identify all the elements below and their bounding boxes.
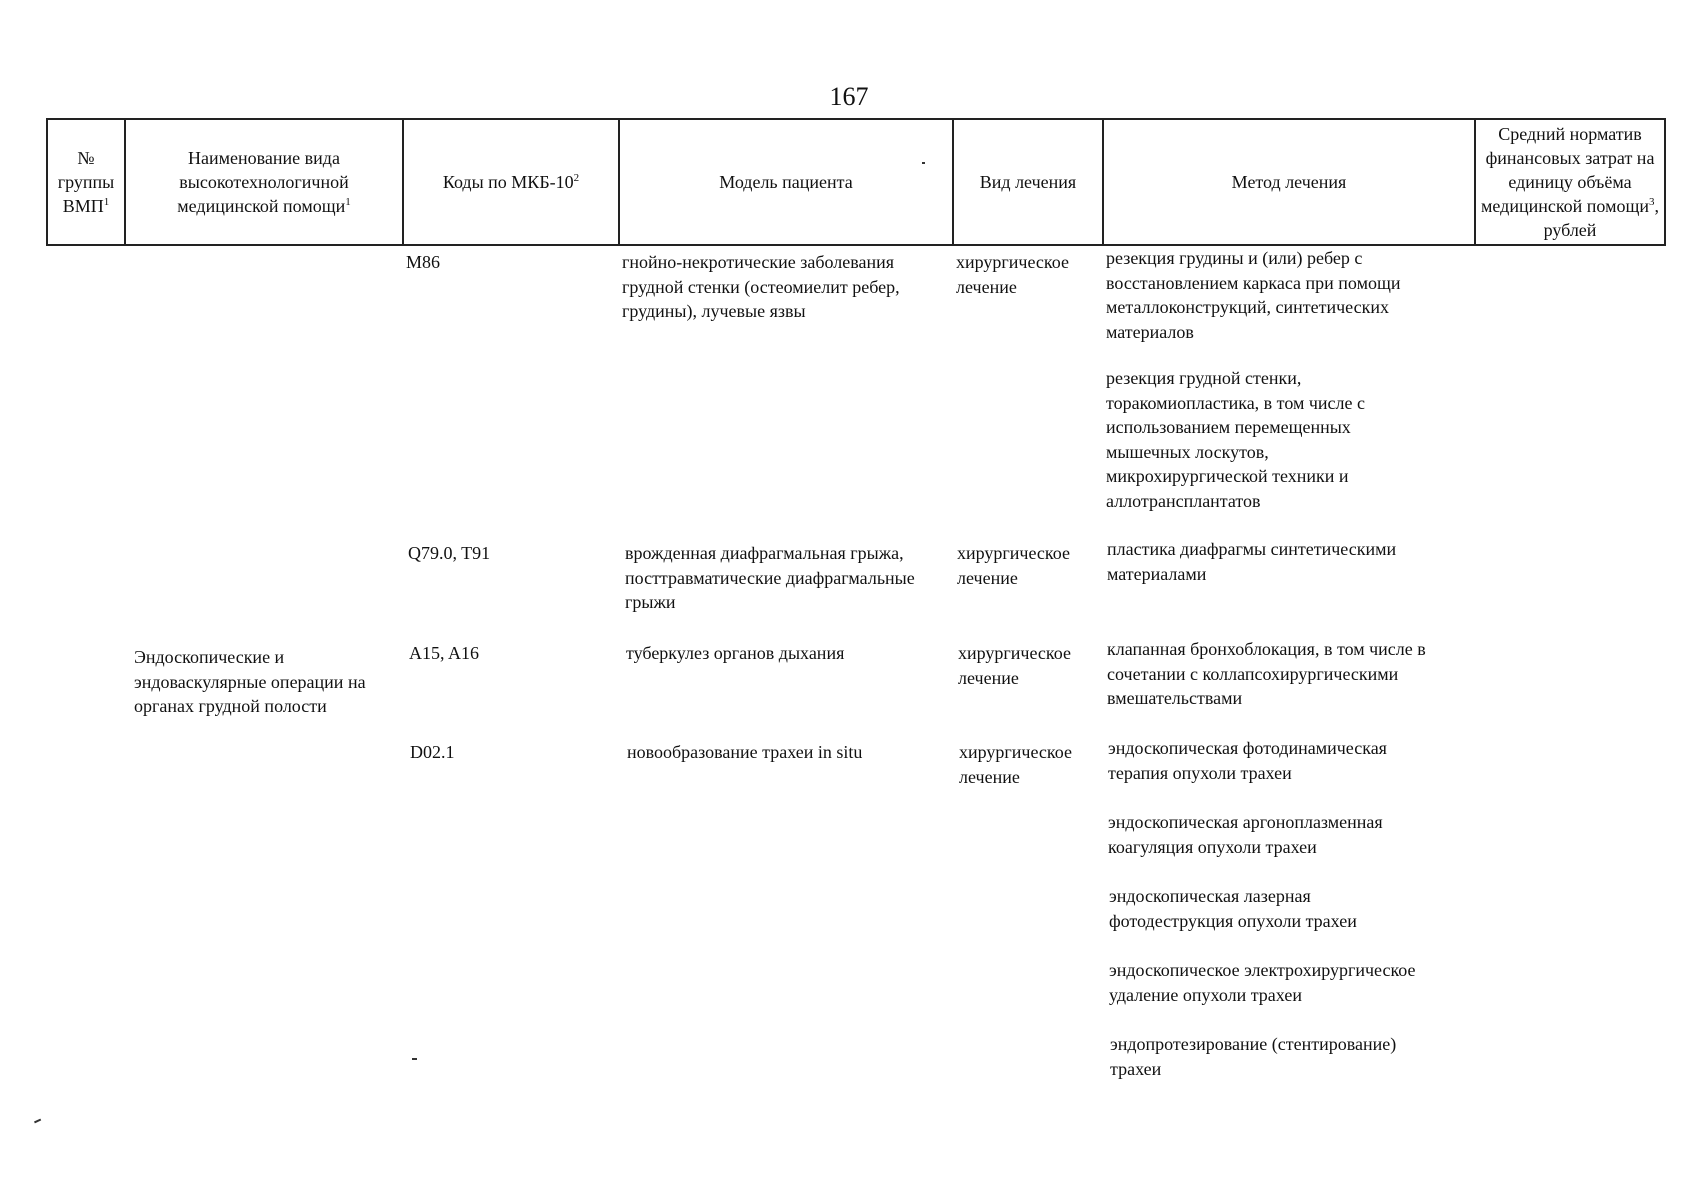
row-3-name: Эндоскопические и эндоваскулярные операции на органах грудной полости bbox=[134, 647, 366, 716]
table-header bbox=[46, 118, 1666, 246]
footnote-mark: 3 bbox=[1648, 196, 1655, 208]
scan-artifact bbox=[34, 1119, 41, 1123]
header-treatment-type: Вид лечения bbox=[953, 119, 1103, 245]
row-4-method-5: эндопротезирование (стентирование) трахеи bbox=[1110, 1034, 1397, 1079]
header-cost-tail: , рублей bbox=[1543, 196, 1659, 240]
header-cost-text: Средний норматив финансовых затрат на единицу объёма медицинской помощи bbox=[1481, 124, 1655, 216]
header-name bbox=[125, 119, 403, 245]
row-2-method-1: пластика диафрагмы синтетическими материалами bbox=[1107, 539, 1397, 584]
header-name-text: Наименование вида высокотехнологичной медицинской помощи bbox=[177, 148, 349, 216]
row-4-model: новообразование трахеи in situ bbox=[627, 742, 863, 762]
header-model: Модель пациента bbox=[619, 119, 953, 245]
row-2-code: Q79.0, T91 bbox=[408, 543, 491, 563]
row-4-method-2: эндоскопическая аргоноплазменная коагуляция опухоли трахеи bbox=[1108, 812, 1383, 857]
scan-artifact bbox=[412, 1058, 417, 1060]
header-group-no bbox=[47, 119, 125, 245]
row-4-method-3: эндоскопическая лазерная фотодеструкция опухоли трахеи bbox=[1109, 886, 1357, 931]
row-3-code: A15, A16 bbox=[409, 643, 480, 663]
row-4-method-1: эндоскопическая фотодинамическая терапия опухоли трахеи bbox=[1108, 738, 1387, 783]
footnote-mark: 1 bbox=[103, 196, 110, 208]
row-2-model: врожденная диафрагмальная грыжа, посттравматические диафрагмальные грыжи bbox=[625, 543, 915, 612]
header-method: Метод лечения bbox=[1103, 119, 1475, 245]
row-3-method-1: клапанная бронхоблокация, в том числе в сочетании с коллапсохирургическими вмешательствами bbox=[1107, 639, 1426, 708]
page-number: 167 bbox=[829, 82, 869, 111]
row-1-code: M86 bbox=[406, 252, 441, 272]
header-group-no-text: № группы ВМП bbox=[57, 148, 115, 216]
scan-artifact bbox=[922, 162, 925, 164]
header-codes bbox=[403, 119, 619, 245]
row-1-method-1: резекция грудины и (или) ребер с восстановлением каркаса при помощи металлоконструкций, синтетических материалов bbox=[1106, 248, 1401, 342]
footnote-mark: 2 bbox=[573, 172, 580, 184]
row-3-model: туберкулез органов дыхания bbox=[626, 643, 845, 663]
row-4-code: D02.1 bbox=[410, 742, 455, 762]
row-3-treatment: хирургическое лечение bbox=[958, 643, 1071, 688]
row-1-treatment: хирургическое лечение bbox=[956, 252, 1069, 297]
row-2-treatment: хирургическое лечение bbox=[957, 543, 1070, 588]
row-4-method-4: эндоскопическое электрохирургическое удаление опухоли трахеи bbox=[1109, 960, 1416, 1005]
header-cost bbox=[1475, 119, 1665, 245]
row-1-method-2: резекция грудной стенки, торакомиопластика, в том числе с использованием перемещенных мышечных лоскутов, микрохирургической техники и аллотрансплантатов bbox=[1106, 368, 1365, 511]
row-1-model: гнойно-некротические заболевания грудной стенки (остеомиелит ребер, грудины), лучевые язвы bbox=[622, 252, 900, 321]
footnote-mark: 1 bbox=[345, 196, 351, 208]
header-codes-text: Коды по МКБ-10 bbox=[442, 172, 574, 192]
row-4-treatment: хирургическое лечение bbox=[959, 742, 1072, 787]
